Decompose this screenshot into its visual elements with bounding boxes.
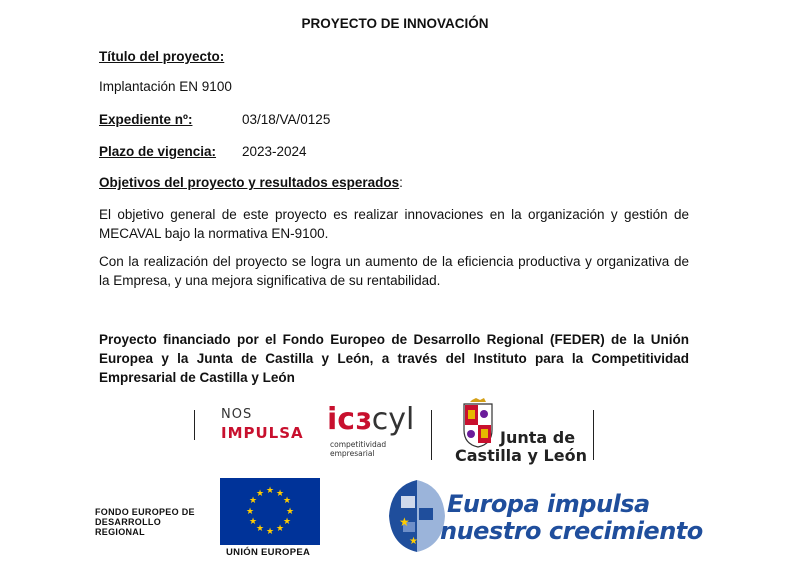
expediente-value: 03/18/VA/0125 [242,112,331,127]
funding-statement: Proyecto financiado por el Fondo Europeo de Desarrollo Regional (FEDER) de la Unión Europea y la Junta de Castilla y León, a través del Instituto para la Competitividad Empresarial de Castilla y León [99,332,689,385]
icecyl-e-glyph: ɛ [355,402,372,437]
plazo-label: Plazo de vigencia: [99,144,217,159]
icecyl-sub2: empresarial [330,449,375,458]
nos-text: NOS [221,407,253,422]
svg-text:★: ★ [248,496,258,506]
objetivos-colon: : [399,175,403,190]
svg-text:★: ★ [275,489,285,499]
paragraph-objetivo: El objetivo general de este proyecto es realizar innovaciones en la organización y gestión de MECAVAL bajo la normativa EN-9100. [99,207,689,241]
logo-divider [194,410,195,440]
svg-text:★: ★ [285,507,295,517]
objetivos-label: Objetivos del proyecto y resultados esperados [99,175,400,190]
europa-line1: Europa impulsa [447,490,650,518]
page-title: PROYECTO DE INNOVACIÓN [301,16,489,31]
icecyl-subtitle [330,440,386,458]
svg-text:★: ★ [409,536,418,547]
junta-line1: Junta de [500,428,576,447]
icecyl-sub1: competitividad [330,440,387,449]
eu-flag-icon [220,478,320,545]
impulsa-text: IMPULSA [221,424,304,442]
logo-divider [431,410,432,460]
svg-text:★: ★ [282,496,292,506]
svg-text:★: ★ [265,486,275,496]
logo-divider [593,410,594,460]
coat-of-arms-icon [462,398,494,448]
feder-line1: FONDO EUROPEO DE [95,507,195,517]
junta-line2: Castilla y León [455,446,587,465]
feder-line2: DESARROLLO [95,517,161,527]
titulo-value: Implantación EN 9100 [99,79,232,94]
titulo-label: Título del proyecto: [99,49,225,64]
feder-label [95,507,195,537]
svg-text:★: ★ [255,489,265,499]
svg-text:★: ★ [255,524,265,534]
svg-text:★: ★ [245,507,255,517]
feder-line3: REGIONAL [95,527,145,537]
svg-text:★: ★ [275,524,285,534]
svg-text:★: ★ [282,517,292,527]
plazo-value: 2023-2024 [242,144,307,159]
objetivos-heading [99,173,403,192]
icecyl-logo [327,402,415,437]
icecyl-brand: ic [327,402,356,437]
eu-label: UNIÓN EUROPEA [226,547,311,558]
svg-text:★: ★ [248,517,258,527]
icecyl-brand-suffix: cyl [371,402,415,437]
svg-text:★: ★ [265,527,275,537]
paragraph-resultados: Con la realización del proyecto se logra un aumento de la eficiencia productiva y organizativa de la Empresa, y una mejora significativa de su rentabilidad. [99,254,689,288]
expediente-label: Expediente nº: [99,112,193,127]
europa-line2: nuestro crecimiento [440,517,703,545]
svg-text:★: ★ [399,515,410,529]
